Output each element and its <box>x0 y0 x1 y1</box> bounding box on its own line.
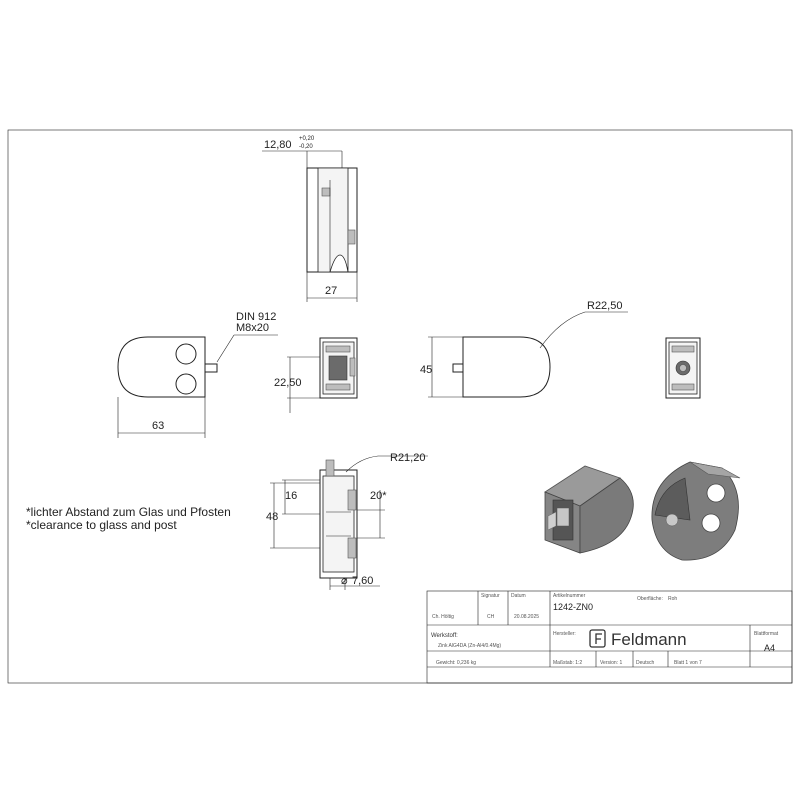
tb-version: Version: 1 <box>600 660 623 666</box>
tb-oberflaeche-header: Oberfläche: <box>637 596 663 602</box>
top-view <box>262 136 357 302</box>
dim-depth: 27 <box>325 285 338 297</box>
tb-signatur-header: Signatur <box>481 593 500 599</box>
note-german: *lichter Abstand zum Glas und Pfosten <box>26 505 231 519</box>
tb-blattformat-header: Blattformat <box>754 631 779 637</box>
tb-massstab: Maßstab: 1:2 <box>553 660 583 666</box>
dim-48: 48 <box>266 511 279 523</box>
tb-brand: Feldmann <box>611 630 687 649</box>
isometric-render-2 <box>652 462 740 560</box>
dim-height-right: 45 <box>420 364 433 376</box>
front-view <box>118 311 278 438</box>
note-english: *clearance to glass and post <box>26 518 177 532</box>
tb-blattformat: A4 <box>764 643 776 653</box>
tb-signatur: CH <box>487 614 495 620</box>
dim-20: 20* <box>370 490 387 502</box>
isometric-render-1 <box>545 466 633 553</box>
dim-height-side: 22,50 <box>274 377 302 389</box>
tb-oberflaeche-value: Roh <box>668 596 678 602</box>
tb-hersteller-header: Hersteller: <box>553 631 576 637</box>
tb-gewicht: Gewicht: 0,236 kg <box>436 660 477 666</box>
dim-radius-right: R22,50 <box>587 300 623 312</box>
tb-artikelnummer: 1242-ZN0 <box>553 602 594 612</box>
bolt-label-size: M8x20 <box>236 322 270 334</box>
dim-diameter-symbol: ⌀ <box>341 575 348 587</box>
tb-werkstoff-value: Zink AlG4DA (Zn-Al4/0.4Mg) <box>438 643 502 649</box>
tb-werkstoff-header: Werkstoff: <box>431 633 458 639</box>
tb-blatt: Blatt 1 von 7 <box>674 660 702 666</box>
right-view <box>420 300 628 397</box>
end-view <box>666 338 700 398</box>
dim-diameter: 7,60 <box>352 575 374 587</box>
tb-artikel-header: Artikelnummer <box>553 593 586 599</box>
dim-width-top: 12,80 <box>264 139 292 151</box>
dim-tol-lower: -0,20 <box>299 144 313 150</box>
tb-sprache: Deutsch <box>636 660 655 666</box>
tb-datum-header: Datum <box>511 593 526 599</box>
title-block <box>427 591 792 683</box>
dim-radius-bottom: R21,20 <box>390 452 426 464</box>
tb-datum: 20.08.2025 <box>514 614 540 620</box>
bolt-label-din: DIN 912 <box>236 311 277 323</box>
dim-length: 63 <box>152 420 165 432</box>
tb-name: Ch. Höltig <box>432 614 454 620</box>
side-view <box>274 338 357 413</box>
dim-16: 16 <box>285 490 298 502</box>
dim-tol-upper: +0,20 <box>299 136 315 142</box>
bottom-view <box>266 452 428 590</box>
feldmann-logo-icon <box>590 630 605 647</box>
